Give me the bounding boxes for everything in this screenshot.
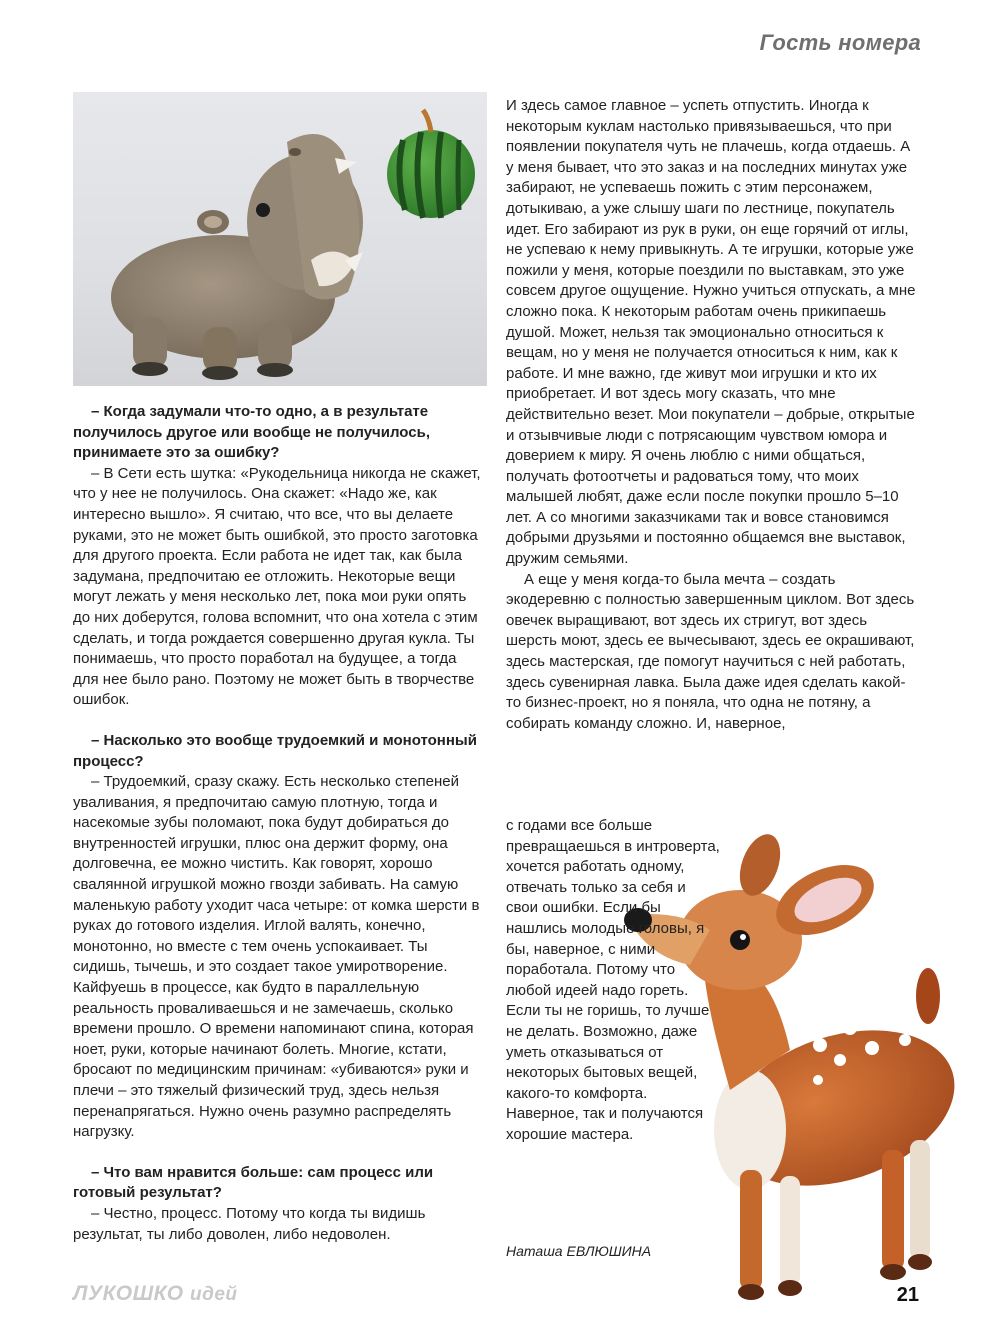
logo-main: ЛУКОШКО bbox=[73, 1282, 184, 1305]
author-first-name: Наташа bbox=[506, 1243, 563, 1259]
question-3: – Что вам нравится больше: сам процесс или готовый результат? bbox=[73, 1163, 434, 1202]
logo-sub: идей bbox=[190, 1284, 238, 1305]
question-2: – Насколько это вообще трудоемкий и монотонный процесс? bbox=[73, 731, 477, 770]
watermelon-figure bbox=[387, 110, 475, 218]
page-number: 21 bbox=[896, 1284, 919, 1306]
hippo-figure bbox=[111, 134, 363, 380]
answer-1: – В Сети есть шутка: «Рукодельница никогда не скажет, что у нее не получилось. Она скажет: «Надо же, как интересно вышло». Я считаю, что все, что вы делаете руками, это не может быть ошибкой, это просто заготовка для другого проекта. Если работа не идет так, как была задумана, предпочитаю ее отложить. Некоторые вещи могут лежать у меня несколько лет, пока мои руки опять до них доберутся, голова вспомнит, что она хотела с этим сделать, и тогда рождается совершенно другая кукла. Ты понимаешь, что просто поработал на будущее, а тогда для нее было рано. Поэтому не может быть в творчестве ошибок. bbox=[73, 464, 481, 709]
section-title: Гость номера bbox=[759, 30, 921, 55]
question-1: – Когда задумали что-то одно, а в результате получилось другое или вообще не получилось, принимаете это за ошибку? bbox=[73, 403, 430, 462]
magazine-logo bbox=[73, 1282, 238, 1306]
right-column bbox=[506, 96, 918, 734]
author-last-name: ЕВЛЮШИНА bbox=[566, 1243, 652, 1259]
author-signature bbox=[506, 1243, 651, 1259]
wrapped-paragraph bbox=[506, 816, 721, 1146]
paragraph-1: И здесь самое главное – успеть отпустить. Иногда к некоторым куклам настолько привязываешься, что при появлении покупателя чуть не плачешь, когда отдаешь. А у меня бывает, что это заказ и на последних минутах уже забирают, не успеваешь пожить с этим персонажем, дотыкиваю, а уже слышу шаги по лестнице, покупатель идет. Его забирают из рук в руки, он еще горячий от иглы, не успеваю к нему привыкнуть. А те игрушки, которые уже пожили у меня, которые поездили по выставкам, это уже совсем другое ощущение. Нужно учиться отпускать, а мне сложно пока. К некоторым работам очень прикипаешь душой. Может, нельзя так эмоционально относиться к вещам, но у меня не получается относиться к ним, как к работе. И мне важно, где живут мои игрушки и кто их приобретает. И вот здесь могу сказать, что мне действительно везет. Мои покупатели – добрые, открытые и отзывчивые люди с потрясающим чувством юмора и доверием к миру. Я очень люблю с ними общаться, получать фотоотчеты и радоваться тому, что моих малышей любят, даже если после покупки прошло 5–10 лет. А со многими заказчиками так и вовсе становимся добрыми друзьями и постоянно общаемся вне выставок, дружим семьями. bbox=[506, 97, 916, 568]
left-column bbox=[73, 402, 485, 1245]
spacer bbox=[73, 1143, 485, 1163]
answer-3: – Честно, процесс. Потому что когда ты видишь результат, ты либо доволен, либо недоволен. bbox=[73, 1204, 426, 1243]
hippo-photo bbox=[73, 92, 487, 386]
paragraph-2: А еще у меня когда-то была мечта – создать экодеревню с полностью завершенным циклом. Вот здесь овечек выращивают, вот здесь их стригут, вот здесь шерсть моют, здесь ее вычесывают, здесь ее окрашивают, здесь мастерская, где помогут научиться с ней работать, здесь сувенирная лавка. Была даже идея сделать какой-то бизнес-проект, но я поняла, что одна не потяну, а собирать команду сложно. И, наверное, bbox=[506, 570, 915, 732]
answer-2: – Трудоемкий, сразу скажу. Есть несколько степеней уваливания, я предпочитаю самую плотную, тогда и насекомые зубы поломают, пока будут добираться до внутренностей игрушки, плюс она держит форму, она долговечна, ее можно чистить. Как говорят, хорошо свалянной игрушкой можно гвозди забивать. На самую маленькую работу уходит часа четыре: от комка шерсти в руках до готового изделия. Иглой валять, конечно, монотонно, но вместе с тем очень успокаивает. Ты сидишь, тычешь, и это создает такое умиротворение. Кайфуешь в процессе, как будто в параллельную реальность проваливаешься и не замечаешь, сколько времени прошло. О времени напоминают спина, которая ноет, руки, которые начинают болеть. Многие, кстати, бросают по медицинским причинам: «убиваются» руки и плечи – это тяжелый физический труд, здесь нельзя перенапрягаться. Нужно очень разумно распределять нагрузку. bbox=[73, 773, 480, 1141]
paragraph-3: с годами все больше превращаешься в интроверта, хочется работать одному, отвечать только за себя и свои ошибки. Если бы нашлись молодые головы, я бы, наверное, с ними поработала. Потому что любой идеей надо гореть. Если ты не горишь, то лучше не делать. Возможно, даже уметь отказываться от некоторых бытовых вещей, какого-то комфорта. Наверное, так и получаются хорошие мастера. bbox=[506, 817, 720, 1143]
spacer bbox=[73, 711, 485, 731]
